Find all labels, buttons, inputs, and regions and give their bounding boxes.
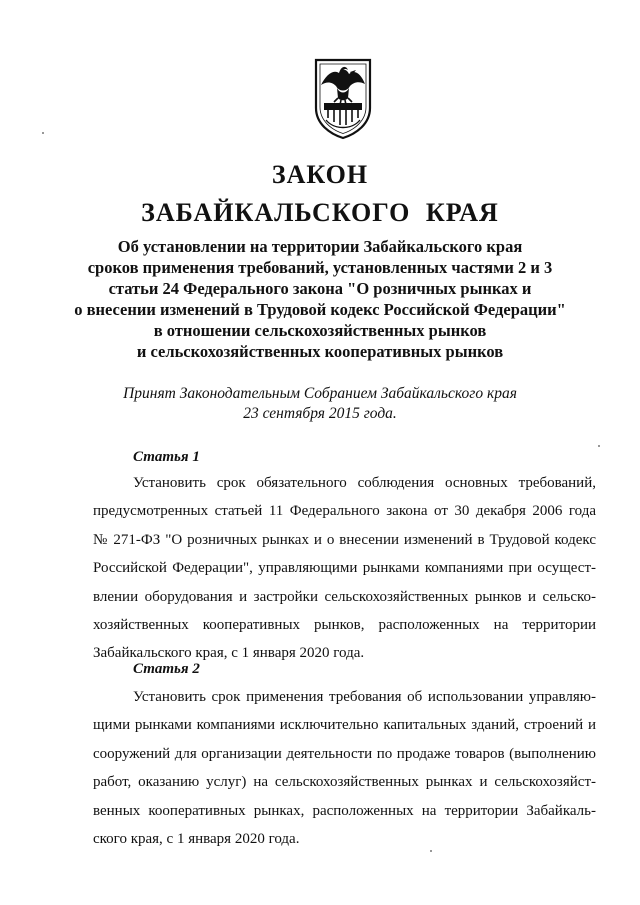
article-text-line: сооружений для организации деятельности по продаже товаров (выполнению (93, 745, 596, 762)
article-text-line: венных кооперативных рынках, расположенных на территории Забайкаль- (93, 802, 596, 819)
subject-line: статьи 24 Федерального закона "О розничных рынках и (108, 279, 532, 298)
scan-speck (430, 850, 432, 852)
article-text-line: работ, оказанию услуг) на сельскохозяйственных рынках и сельскохозяйст- (93, 774, 596, 791)
coat-of-arms-emblem (312, 58, 374, 140)
article-text-line: Российской Федерации", управляющими рынками компаниями при осущест- (93, 560, 596, 577)
subject-line: и сельскохозяйственных кооперативных рынков (136, 342, 504, 361)
article-text-line: хозяйственных кооперативных рынков, расположенных на территории (93, 617, 596, 634)
article-text-line: Установить срок обязательного соблюдения основных требований, (133, 475, 596, 491)
article-text-line: ского края, с 1 января 2020 года. (93, 831, 300, 848)
article-text-line: влении оборудования и застройки сельскохозяйственных рынков и сельско- (93, 588, 596, 605)
article-text-line: Забайкальского края, с 1 января 2020 года. (93, 645, 365, 662)
article-text-line: Установить срок применения требования об использовании управляю- (133, 689, 596, 705)
article-2-heading: Статья 2 (133, 661, 200, 677)
adoption-date: 23 сентября 2015 года. (243, 405, 397, 422)
scan-speck (598, 445, 600, 447)
article-1-body (93, 469, 596, 668)
article-text-line: щими рынками компаниями исключительно капитальных зданий, строений и (93, 717, 596, 734)
article-1-heading: Статья 1 (133, 449, 200, 465)
subject-line: Об установлении на территории Забайкальского края (117, 237, 523, 256)
subject-line: о внесении изменений в Трудовой кодекс Российской Федерации" (74, 300, 566, 319)
subject-line: в отношении сельскохозяйственных рынков (153, 321, 487, 340)
document-title: ЗАКОН (271, 160, 369, 189)
adoption-line: Принят Законодательным Собранием Забайкальского края (123, 385, 517, 402)
article-2-body (93, 683, 596, 853)
scan-speck (42, 132, 44, 134)
adoption-note (60, 384, 580, 424)
subject-line: сроков применения требований, установленных частями 2 и 3 (87, 258, 553, 277)
law-subject (60, 236, 580, 362)
article-text-line: предусмотренных статьей 11 Федерального закона от 30 декабря 2006 года (93, 503, 596, 520)
document-region: ЗАБАЙКАЛЬСКОГО КРАЯ (141, 198, 499, 227)
article-text-line: № 271-ФЗ "О розничных рынках и о внесении изменений в Трудовой кодекс (93, 531, 596, 548)
